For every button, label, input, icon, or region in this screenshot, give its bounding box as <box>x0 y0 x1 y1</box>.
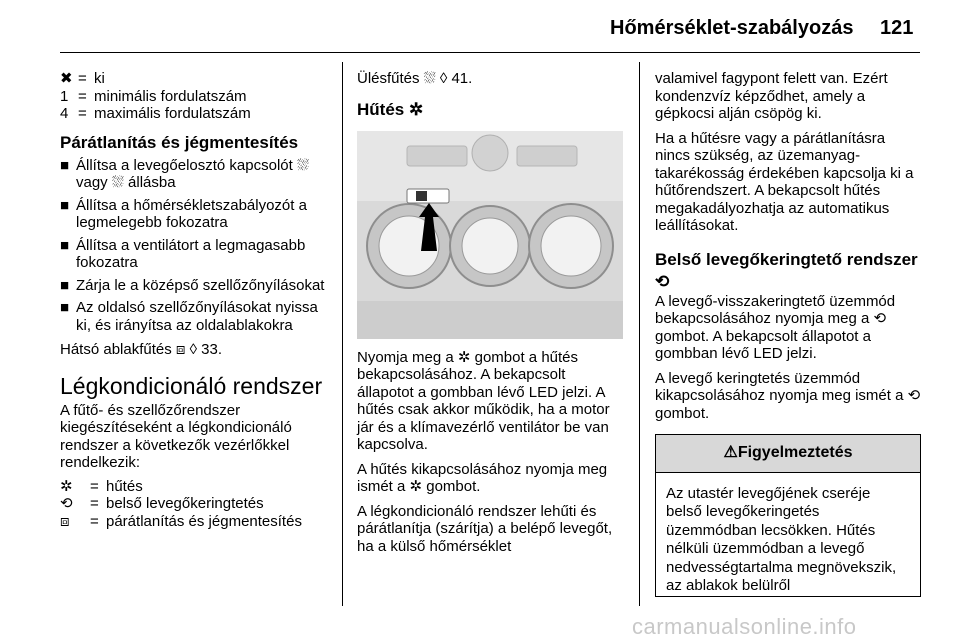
legend-value: minimális fordulatszám <box>94 87 247 105</box>
rear-window-heating-ref[interactable]: Hátsó ablakfűtés ⧈ ◊ 33. <box>60 341 223 358</box>
page-header-title: Hőmérséklet-szabályozás <box>610 17 854 39</box>
legend-value: párátlanítás és jégmentesítés <box>106 512 302 530</box>
legend-value: belső levegőkeringtetés <box>106 495 264 512</box>
bullet-item <box>60 237 332 272</box>
column-2 <box>357 70 623 555</box>
bullet-item <box>60 277 332 295</box>
bullet-square-icon: ■ <box>60 236 70 254</box>
bullet-text: Állítsa a ventilátort a legmagasabb fokozatra <box>76 236 306 271</box>
ac-legend-row <box>60 495 332 513</box>
bullet-text: Zárja le a középső szellőzőnyílásokat <box>76 276 325 294</box>
cooling-paragraph-2: A hűtés kikapcsolásához nyomja meg ismét a ✲ gombot. <box>357 460 608 495</box>
equals-sign: = <box>90 512 99 530</box>
legend-value: maximális fordulatszám <box>94 105 251 122</box>
cooling-paragraph-3: A légkondicionáló rendszer lehűti és párátlanítja (szárítja) a belépő levegőt, ha a külső hőmérséklet <box>357 502 613 555</box>
climate-control-panel-image <box>357 131 623 339</box>
snowflake-icon: ✲ <box>60 477 73 495</box>
cooling-paragraph-5: Ha a hűtésre vagy a párátlanításra nincs szükség, az üzemanyag-takarékosság érdekében kapcsolja ki a hűtőrendszert. A bekapcsolt hűtés megakadályozhatja az automatikus leállításokat. <box>655 129 914 234</box>
ac-intro-text: A fűtő- és szellőzőrendszer kiegészítéseként a légkondicionáló rendszer a következők vezérlőkkel rendelkezik: <box>60 401 292 471</box>
bullet-square-icon: ■ <box>60 156 70 174</box>
fan-legend-row <box>60 105 332 123</box>
legend-value: hűtés <box>106 477 143 495</box>
recirculation-heading: Belső levegőkeringtető rendszer ⟲ <box>655 249 918 291</box>
bullet-square-icon: ■ <box>60 196 70 214</box>
cooling-heading: Hűtés ✲ <box>357 99 424 119</box>
climate-panel-illustration <box>357 131 623 339</box>
legend-key: 1 <box>60 87 69 105</box>
bullet-item <box>60 299 332 334</box>
column-1 <box>60 70 332 530</box>
recirculation-icon: ⟲ <box>60 495 73 512</box>
equals-sign: = <box>90 477 99 495</box>
recirculation-paragraph-2: A levegő keringtetés üzemmód kikapcsolásához nyomja meg ismét a ⟲ gombot. <box>655 369 921 422</box>
bullet-square-icon: ■ <box>60 299 70 316</box>
equals-sign: = <box>78 87 87 105</box>
seat-heating-ref[interactable]: Ülésfűtés ⛆ ◊ 41. <box>357 70 473 87</box>
equals-sign: = <box>90 495 99 512</box>
equals-sign: = <box>78 105 87 122</box>
cooling-paragraph-4: valamivel fagypont felett van. Ezért kondenzvíz képződhet, amely a gépkocsi alján csöpög ki. <box>655 70 888 122</box>
legend-value: ki <box>94 70 105 87</box>
column-divider-1 <box>342 62 343 606</box>
page-number: 121 <box>880 17 914 39</box>
column-divider-2 <box>639 62 640 606</box>
legend-key: 4 <box>60 105 69 122</box>
fan-off-icon: ✖ <box>60 70 73 87</box>
ac-legend-row <box>60 513 332 531</box>
defrost-heading: Párátlanítás és jégmentesítés <box>60 132 299 152</box>
fan-legend-row <box>60 70 332 88</box>
bullet-text: Az oldalsó szellőzőnyílásokat nyissa ki, és irányítsa az oldalablakokra <box>76 299 318 334</box>
header-rule <box>60 52 920 53</box>
warning-box <box>655 434 921 597</box>
column-3 <box>655 70 921 597</box>
bullet-square-icon: ■ <box>60 276 70 294</box>
defrost-icon: ⧈ <box>60 512 70 530</box>
watermark: carmanualsonline.info <box>632 614 857 639</box>
warning-text: Az utastér levegőjének cseréje belső levegőkeringetés üzemmódban lecsökken. Hűtés nélküli üzemmódban a levegő nedvességtartalma megnövekszik, az ablakok belülről <box>666 484 897 594</box>
cooling-paragraph-1: Nyomja meg a ✲ gombot a hűtés bekapcsolásához. A bekapcsolt állapotot a gombban lévő LED jelzi. A hűtés csak akkor működik, ha a motor jár és a klímavezérlő ventilátor be van kapcsolva. <box>357 348 610 453</box>
ac-legend-row <box>60 478 332 496</box>
bullet-item <box>60 157 332 192</box>
recirculation-paragraph-1: A levegő-visszakeringtető üzemmód bekapcsolásához nyomja meg a ⟲ gombot. A bekapcsolt állapotot a gombban lévő LED jelzi. <box>655 292 896 362</box>
bullet-text: Állítsa a levegőelosztó kapcsolót ⛆ vagy ⛆ állásba <box>76 156 309 191</box>
fan-legend-row <box>60 88 332 106</box>
equals-sign: = <box>78 70 87 87</box>
warning-title: ⚠Figyelmeztetés <box>656 435 920 473</box>
bullet-item <box>60 197 332 232</box>
ac-system-heading: Légkondicionáló rendszer <box>60 372 323 399</box>
bullet-text: Állítsa a hőmérsékletszabályozót a legmelegebb fokozatra <box>76 196 307 231</box>
